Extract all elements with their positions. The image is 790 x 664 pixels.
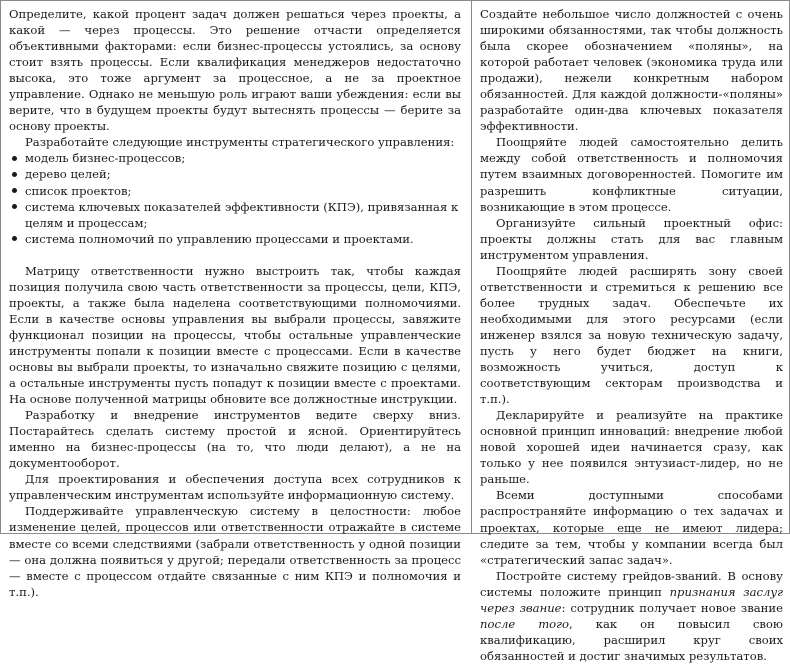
paragraph-project-office: Организуйте сильный проектный офис: проекты должны стать для вас главным инструментом управления. [480,215,783,262]
paragraph-grade-system: Постройте систему грейдов-званий. В основу системы положите принцип признания заслуг через звание: сотрудник получает новое звание после того, как он повысил свою квалификацию, расширил круг своих обязанностей и достиг значимых результатов. [480,568,784,663]
bullet-icon [12,204,17,209]
emphasis-after: после того [480,616,570,631]
paragraph-expand-responsibility: Поощряйте людей расширять зону своей ответственности и стремиться к решению все более трудных задач. Обеспечьте их необходимыми для этого ресурсами (если инженер взялся за новую техническую задачу, пусть у него будет бюджет на книги, возможность учиться, доступ к соответствующим секторам производства и т.п.). [480,263,783,407]
bullet-icon [12,156,17,161]
paragraph-broad-positions: Создайте небольшое число должностей с очень широкими обязанностями, так чтобы должность была скорее обозначением «поляны», на которой работает человек (экономика труда или продажи), нежели конкретным набором обязанностей. Для каждой должности-«поляны» разработайте один-два ключевых показателя эффективности. [480,7,783,134]
list-item: система полномочий по управлению процессами и проектами. [9,231,461,247]
paragraph-innovation-principle: Декларируйте и реализуйте на практике основной принцип инноваций: внедрение любой новой хорошей идеи начинается сразу, как только у нее появился энтузиаст-лидер, но не раньше. [480,408,783,487]
paragraph-responsibility-matrix: Матрицу ответственности нужно выстроить так, чтобы каждая позиция получила свою часть ответственности за процессы, цели, КПЭ, проекты, а также была наделена соответствующими полномочиями. Если в качестве основы управления вы выбрали процессы, завяжите функционал позиции на процессы, чтобы остальные управленческие инструменты попали к позиции вместе с процессами. Если в качестве основы вы выбрали проекты, то изначально свяжите позицию с целями, а остальные инструменты пусть попадут к позиции вместе с проектами. На основе полученной матрицы обновите все должностные инструкции. [9,263,461,407]
paragraph-project-process-ratio: Определите, какой процент задач должен решаться через проекты, а какой — через процессы. Это решение отчасти определяется объективными факторами: если бизнес-процессы устоялись, за основу стоит взять процессы. Если квалификация менеджеров недостаточно высока, это тоже аргумент за процессное, а не за проектное управление. Однако не меньшую роль играют ваши убеждения: если вы верите, что в будущем проекты будут вытеснять процессы — берите за основу проекты. [9,7,461,134]
right-column [472,0,790,663]
paragraph-task-reserve: Всеми доступными способами распространяйте информацию о тех задачах и проектах, которые еще не имеют лидера; следите за тем, чтобы у компании всегда был «стратегический запас задач». [480,488,783,567]
list-item: система ключевых показателей эффективности (КПЭ), привязанная к целям и процессам; [9,199,461,231]
emphasis-recognition: признания заслуг через звание [480,584,784,615]
bullet-icon [12,188,17,193]
tools-list [9,150,461,246]
list-item: модель бизнес-процессов; [9,150,461,166]
paragraph-system-integrity: Поддерживайте управленческую систему в целостности: любое изменение целей, процессов или ответственности отражайте в системе вместе со всеми следствиями (забрали ответственность у одной позиции — она должна появиться у другой; передали ответственность за процесс — вместе с процессом отдайте связанные с ним КПЭ и полномочия и т.п.). [9,504,461,599]
list-item: дерево целей; [9,166,461,182]
paragraph-information-system: Для проектирования и обеспечения доступа всех сотрудников к управленческим инструментам используйте информационную систему. [9,472,461,503]
paragraph-top-down: Разработку и внедрение инструментов ведите сверху вниз. Постарайтесь сделать систему простой и ясной. Ориентируйтесь именно на бизнес-процессы (на то, что люди делают), а не на документооборот. [9,408,461,471]
paragraph-shared-responsibility: Поощряйте людей самостоятельно делить между собой ответственность и полномочия путем взаимных договоренностей. Помогите им разрешить конфликтные ситуации, возникающие в этом процессе. [480,135,783,214]
bullet-icon [12,236,17,241]
paragraph-tools-intro: Разработайте следующие инструменты стратегического управления: [25,135,455,150]
bullet-icon [12,172,17,177]
list-item: список проектов; [9,183,461,199]
